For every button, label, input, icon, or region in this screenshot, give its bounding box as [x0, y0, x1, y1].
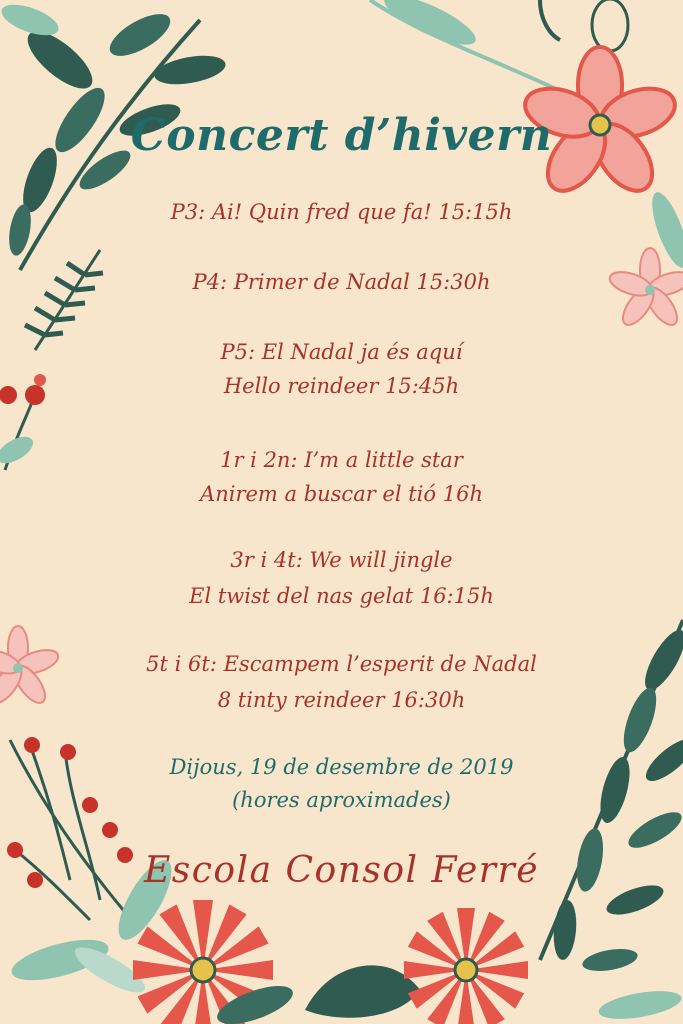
schedule-line: 5t i 6t: Escampem l’esperit de Nadal — [146, 652, 537, 676]
schedule-line: 8 tinty reindeer 16:30h — [217, 688, 466, 712]
schedule-line: 1r i 2n: I’m a little star — [220, 448, 463, 472]
schedule-line: P5: El Nadal ja és aquí — [220, 340, 463, 364]
schedule-line: El twist del nas gelat 16:15h — [189, 584, 494, 608]
poster-title: Concert d’hivern — [130, 110, 553, 161]
event-date: Dijous, 19 de desembre de 2019 — [169, 755, 514, 779]
schedule-line: P4: Primer de Nadal 15:30h — [192, 270, 491, 294]
schedule-line: Hello reindeer 15:45h — [223, 374, 460, 398]
school-name: Escola Consol Ferré — [143, 850, 540, 891]
schedule-line: P3: Ai! Quin fred que fa! 15:15h — [170, 200, 513, 224]
schedule-line: 3r i 4t: We will jingle — [230, 548, 453, 572]
event-note: (hores aproximades) — [232, 788, 451, 812]
schedule-line: Anirem a buscar el tió 16h — [200, 482, 483, 506]
